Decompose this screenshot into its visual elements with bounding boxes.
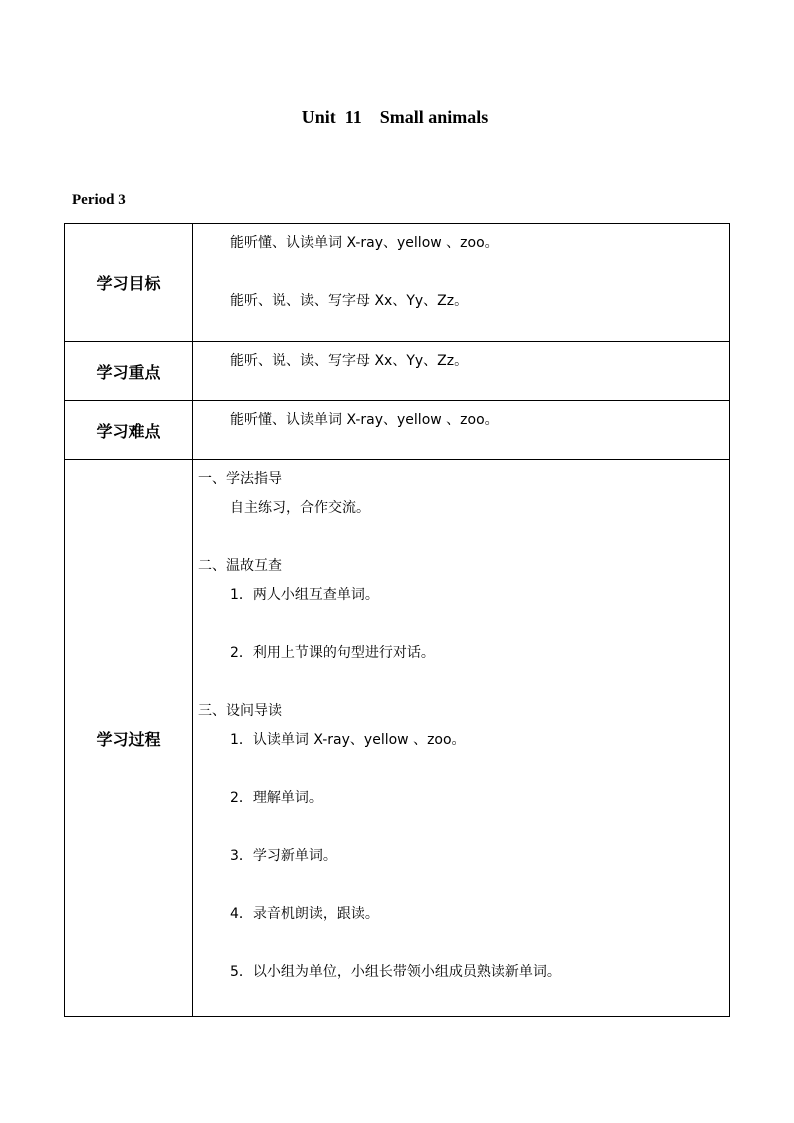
goals-content xyxy=(193,224,730,342)
goals-label: 学习目标 xyxy=(65,224,193,342)
goals-line-2: 能听、说、读、写字母 Xx、Yy、Zz。 xyxy=(230,293,469,309)
difficulties-row xyxy=(65,401,730,460)
difficulties-line: 能听懂、认读单词 X-ray、yellow 、zoo。 xyxy=(230,412,499,428)
difficulties-label: 学习难点 xyxy=(65,401,193,460)
section-3-item-1: 1．认读单词 X-ray、yellow 、zoo。 xyxy=(230,732,466,748)
document-title: Unit 11 Small animals xyxy=(301,107,489,127)
section-heading-1: 一、学法指导 xyxy=(198,471,282,487)
section-3-item-3: 3．学习新单词。 xyxy=(230,848,337,864)
goals-line-1: 能听懂、认读单词 X-ray、yellow 、zoo。 xyxy=(230,235,499,251)
section-3-item-4: 4．录音机朗读，跟读。 xyxy=(230,906,379,922)
key-points-line: 能听、说、读、写字母 Xx、Yy、Zz。 xyxy=(230,353,469,369)
lesson-plan-table xyxy=(64,223,730,1017)
process-row xyxy=(65,460,730,1017)
section-heading-3: 三、设问导读 xyxy=(198,703,282,719)
goals-row xyxy=(65,224,730,342)
key-points-content xyxy=(193,342,730,401)
period-label: Period 3 xyxy=(72,192,126,208)
key-points-row xyxy=(65,342,730,401)
section-heading-2: 二、温故互查 xyxy=(198,558,282,574)
section-2-item-1: 1．两人小组互查单词。 xyxy=(230,587,379,603)
process-label: 学习过程 xyxy=(65,460,193,1017)
section-2-item-2: 2．利用上节课的句型进行对话。 xyxy=(230,645,435,661)
section-3-item-2: 2．理解单词。 xyxy=(230,790,323,806)
section-3-item-5: 5．以小组为单位，小组长带领小组成员熟读新单词。 xyxy=(230,964,561,980)
process-content xyxy=(193,460,730,1017)
section-1-item: 自主练习，合作交流。 xyxy=(230,500,370,516)
key-points-label: 学习重点 xyxy=(65,342,193,401)
difficulties-content xyxy=(193,401,730,460)
